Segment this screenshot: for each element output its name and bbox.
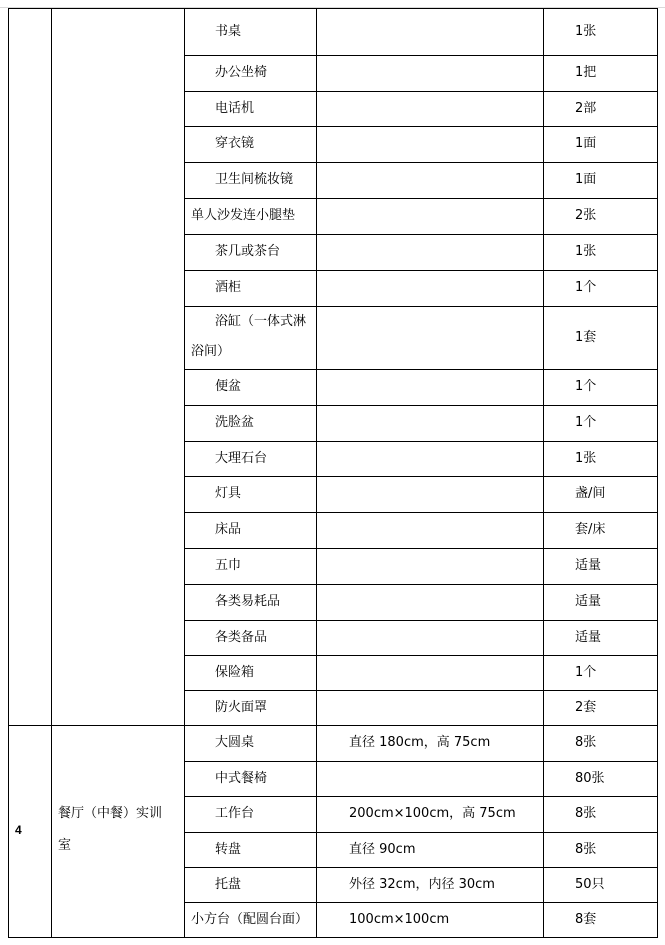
table-row-border — [8, 8, 658, 9]
item-qty-cell: 1套 — [575, 329, 597, 345]
item-name-cell: 办公坐椅 — [215, 65, 268, 80]
item-qty-cell: 8张 — [575, 806, 597, 821]
item-name-cell: 酒柜 — [215, 280, 242, 295]
table-row-border — [184, 405, 658, 406]
item-qty-cell: 1个 — [575, 415, 597, 430]
table-row-border — [184, 234, 658, 235]
item-name-cell: 保险箱 — [215, 664, 255, 680]
item-name-cell-line2: 浴间） — [191, 343, 231, 359]
table-row-border — [184, 369, 658, 370]
table-row-border — [184, 620, 658, 621]
item-name-cell: 工作台 — [215, 806, 255, 821]
item-spec-cell: 直径 180cm，高 75cm — [349, 735, 491, 750]
table-divider-index — [51, 8, 52, 937]
room-name-cell-line2: 室 — [58, 838, 72, 853]
item-qty-cell: 盏/间 — [575, 486, 606, 501]
item-qty-cell: 8张 — [575, 735, 597, 750]
item-qty-cell: 1把 — [575, 65, 597, 80]
table-row-border — [184, 55, 658, 56]
table-row-border — [184, 512, 658, 513]
item-qty-cell: 2套 — [575, 699, 597, 715]
table-border-left — [8, 8, 9, 937]
item-qty-cell: 1个 — [575, 664, 597, 680]
item-name-cell: 转盘 — [215, 841, 242, 857]
item-name-cell: 穿衣镜 — [215, 136, 255, 151]
item-qty-cell: 8套 — [575, 911, 597, 927]
item-qty-cell: 1张 — [575, 450, 597, 466]
item-qty-cell: 适量 — [575, 558, 602, 573]
table-row-border — [184, 832, 658, 833]
table-row-border — [184, 270, 658, 271]
page-top-edge — [0, 0, 665, 8]
item-name-cell: 电话机 — [215, 100, 255, 116]
table-row-border — [184, 441, 658, 442]
item-name-cell: 大圆桌 — [215, 735, 255, 750]
item-qty-cell: 50只 — [575, 876, 605, 892]
item-name-cell: 防火面罩 — [215, 699, 268, 715]
table-row-border — [184, 902, 658, 903]
item-name-cell: 各类易耗品 — [215, 594, 281, 609]
table-row-border — [184, 796, 658, 797]
table-row-border — [8, 725, 658, 726]
item-name-cell: 大理石台 — [215, 450, 268, 466]
item-name-cell: 单人沙发连小腿垫 — [191, 208, 296, 223]
item-spec-cell: 直径 90cm — [349, 841, 416, 857]
table-row-border — [184, 91, 658, 92]
table-row-border — [184, 126, 658, 127]
item-spec-cell: 100cm×100cm — [349, 911, 450, 927]
item-qty-cell: 8张 — [575, 841, 597, 857]
room-name-cell: 餐厅（中餐）实训 — [58, 806, 163, 821]
item-name-cell: 便盆 — [215, 379, 242, 394]
table-row-border — [184, 548, 658, 549]
table-row-border — [184, 761, 658, 762]
item-qty-cell: 适量 — [575, 594, 602, 609]
item-qty-cell: 套/床 — [575, 522, 606, 537]
item-qty-cell: 2张 — [575, 208, 597, 223]
section-index-cell: 4 — [15, 823, 22, 837]
item-name-cell: 床品 — [215, 522, 242, 537]
item-qty-cell: 1张 — [575, 244, 597, 259]
item-name-cell: 书桌 — [215, 23, 242, 39]
item-spec-cell: 200cm×100cm，高 75cm — [349, 806, 516, 821]
item-name-cell: 灯具 — [215, 486, 242, 501]
item-qty-cell: 1面 — [575, 136, 597, 151]
table-divider-room — [184, 8, 185, 937]
item-name-cell: 茶几或茶台 — [215, 244, 281, 259]
item-qty-cell: 适量 — [575, 629, 602, 645]
item-name-cell: 托盘 — [215, 876, 242, 892]
table-row-border — [184, 690, 658, 691]
table-divider-name — [316, 8, 317, 937]
table-divider-spec — [543, 8, 544, 937]
item-name-cell: 洗脸盆 — [215, 415, 255, 430]
item-qty-cell: 1张 — [575, 23, 597, 39]
table-row-border — [184, 655, 658, 656]
item-qty-cell: 80张 — [575, 770, 605, 786]
item-name-cell: 浴缸（一体式淋 — [215, 313, 307, 329]
table-row-border — [8, 937, 658, 938]
table-row-border — [184, 162, 658, 163]
table-border-right — [657, 8, 658, 937]
table-row-border — [184, 867, 658, 868]
item-name-cell: 五巾 — [215, 558, 242, 573]
item-spec-cell: 外径 32cm，内径 30cm — [349, 876, 495, 892]
item-qty-cell: 1面 — [575, 172, 597, 187]
item-qty-cell: 2部 — [575, 100, 597, 116]
item-name-cell: 中式餐椅 — [215, 770, 268, 786]
item-name-cell: 小方台（配圆台面） — [191, 911, 309, 927]
item-qty-cell: 1个 — [575, 280, 597, 295]
table-row-border — [184, 584, 658, 585]
table-row-border — [184, 198, 658, 199]
table-row-border — [184, 476, 658, 477]
item-name-cell: 卫生间梳妆镜 — [215, 172, 294, 187]
item-qty-cell: 1个 — [575, 379, 597, 394]
item-name-cell: 各类备品 — [215, 629, 268, 645]
table-row-border — [184, 306, 658, 307]
